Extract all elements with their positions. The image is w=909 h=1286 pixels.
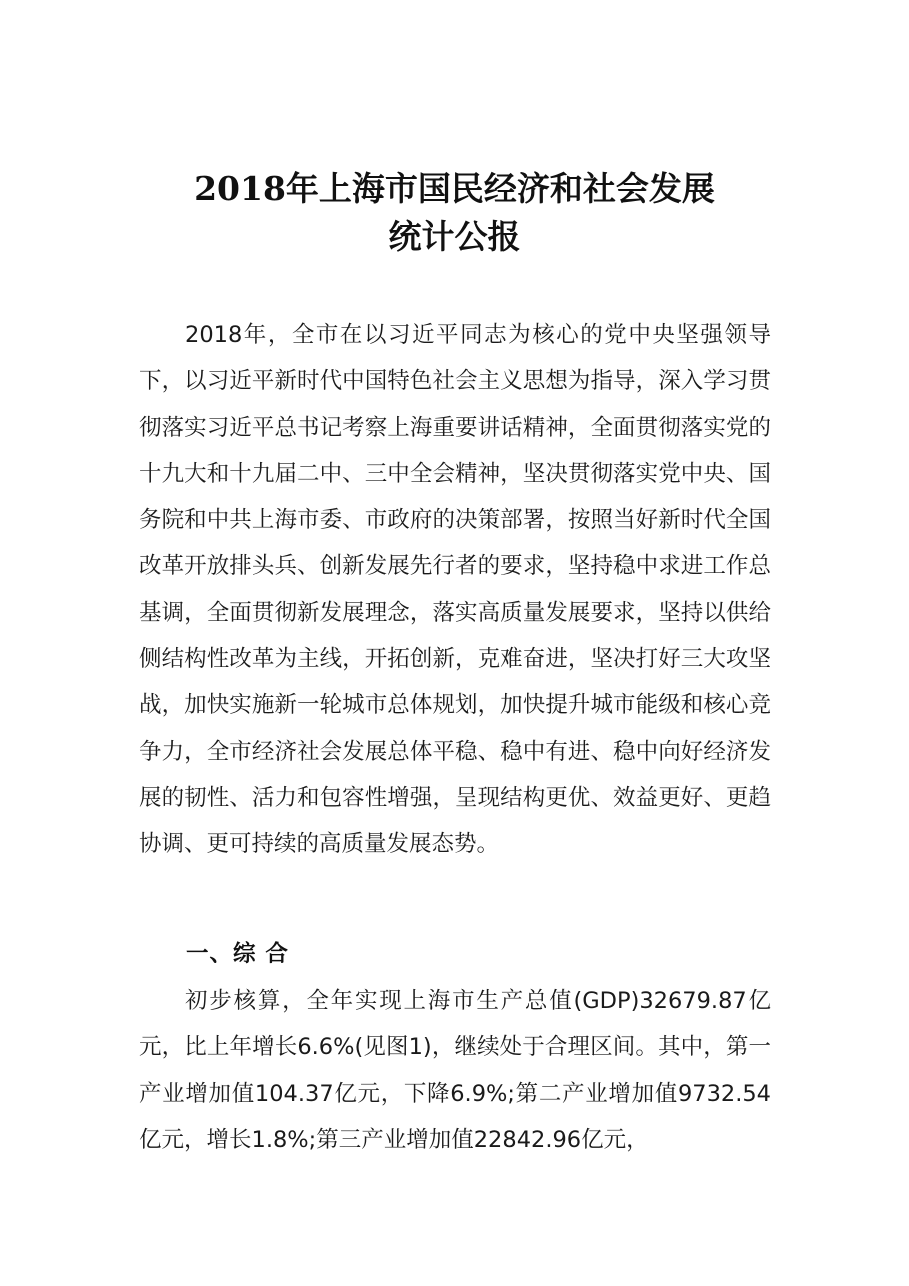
document-title-line-1: 2018年上海市国民经济和社会发展 bbox=[194, 169, 715, 208]
intro-paragraph: 2018年，全市在以习近平同志为核心的党中央坚强领导下，以习近平新时代中国特色社会主义思想为指导，深入学习贯彻落实习近平总书记考察上海重要讲话精神，全面贯彻落实党的十九大和十九届二中、三中全会精神，坚决贯彻落实党中央、国务院和中共上海市委、市政府的决策部署，按照当好新时代全国改革开放排头兵、创新发展先行者的要求，坚持稳中求进工作总基调，全面贯彻新发展理念，落实高质量发展要求，坚持以供给侧结构性改革为主线，开拓创新，克难奋进，坚决打好三大攻坚战，加快实施新一轮城市总体规划，加快提升城市能级和核心竞争力，全市经济社会发展总体平稳、稳中有进、稳中向好经济发展的韧性、活力和包容性增强，呈现结构更优、效益更好、更趋协调、更可持续的高质量发展态势。 bbox=[139, 322, 771, 858]
document-title-line-2: 统计公报 bbox=[388, 217, 521, 256]
section-overview-paragraph: 初步核算，全年实现上海市生产总值(GDP)32679.87亿元，比上年增长6.6%(见图1)，继续处于合理区间。其中，第一产业增加值104.37亿元，下降6.9%;第二产业增加值9732.54亿元，增长1.8%;第三产业增加值22842.96亿元， bbox=[139, 988, 771, 1153]
section-heading-overview: 一、综 合 bbox=[186, 941, 289, 967]
